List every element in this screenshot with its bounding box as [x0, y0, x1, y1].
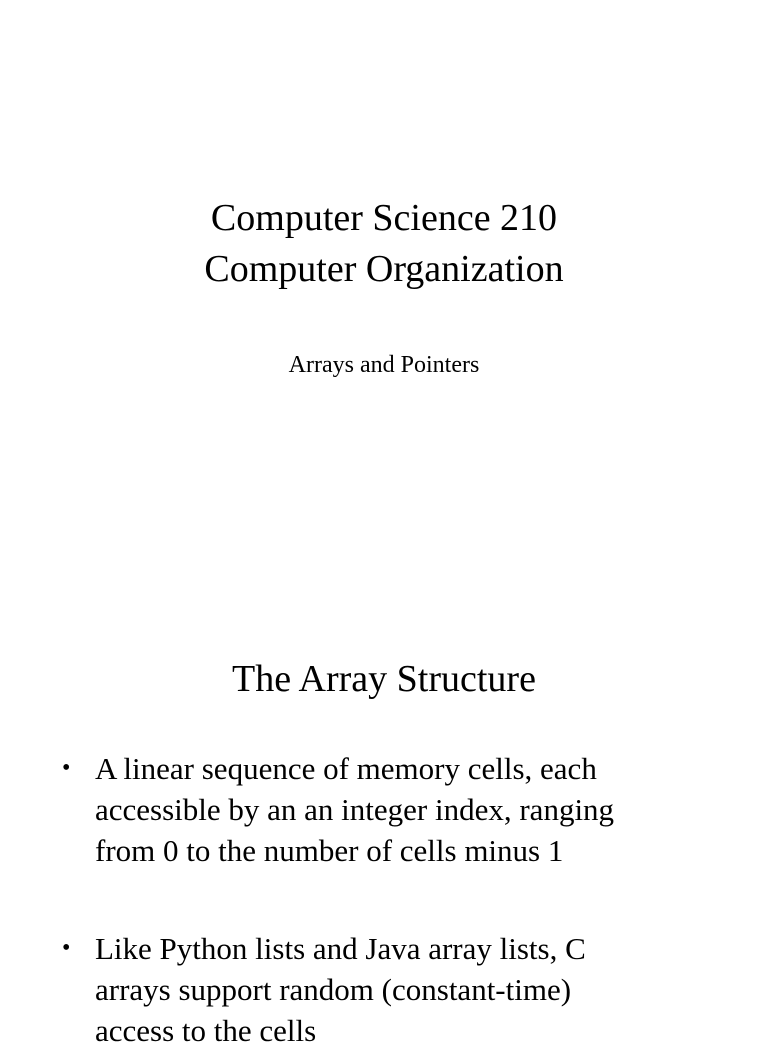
bullet-marker: •: [62, 935, 71, 961]
bullet-line: from 0 to the number of cells minus 1: [95, 833, 564, 868]
content-slide: [0, 576, 768, 1048]
bullet-line: access to the cells: [95, 1013, 317, 1048]
bullet-marker: •: [62, 755, 71, 781]
bullet-text: [95, 748, 695, 871]
slide-heading: The Array Structure: [232, 658, 536, 700]
bullet-line: arrays support random (constant-time): [95, 972, 572, 1007]
bullet-line: A linear sequence of memory cells, each: [95, 751, 597, 786]
course-title: Computer Science 210: [210, 197, 558, 239]
lecture-topic: Arrays and Pointers: [288, 352, 480, 378]
bullet-line: Like Python lists and Java array lists, C: [95, 931, 586, 966]
bullet-text: [95, 928, 695, 1051]
bullet-line: accessible by an an integer index, ranging: [95, 792, 615, 827]
course-subtitle: Computer Organization: [204, 248, 564, 290]
